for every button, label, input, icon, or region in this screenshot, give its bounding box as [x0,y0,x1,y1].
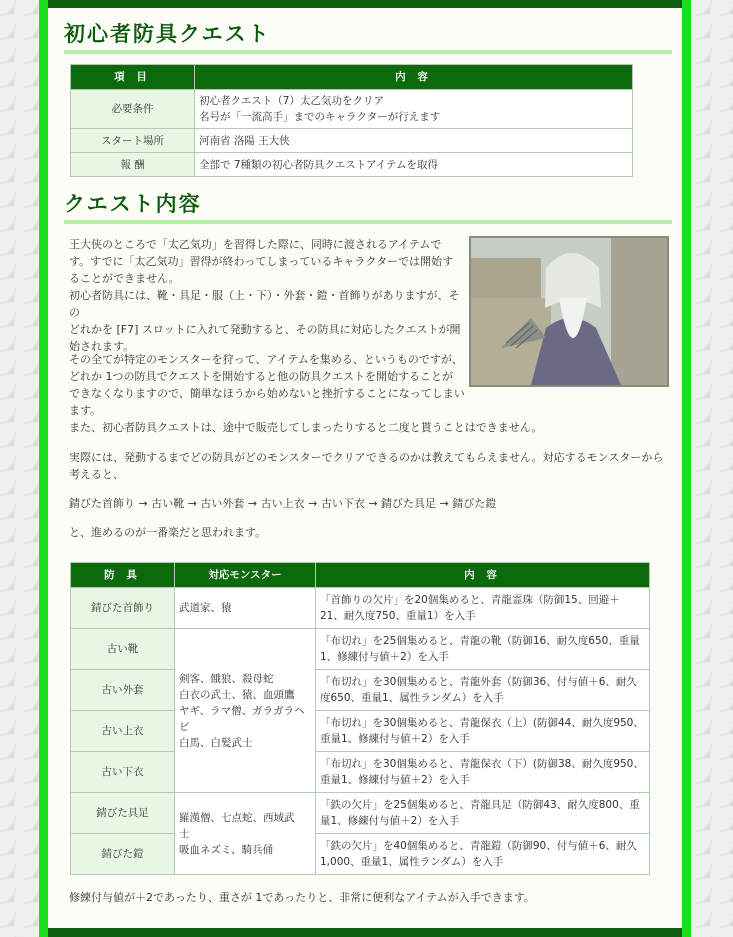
info-table [70,64,633,177]
section-title-beginner-armor: 初心者防具クエスト [64,22,672,54]
armor-name: 錆びた鎧 [71,834,175,875]
text-line: 「布切れ」を25個集めると、青龍の靴（防御16、耐久度650、重量 [320,635,640,647]
armor-name: 錆びた首飾り [71,588,175,629]
text-line: 重量1、修練付与値＋2）を入手 [320,774,470,786]
text-line: どれか 1つの防具でクエストを開始すると他の防具クエストを開始することが [69,370,454,383]
armor-content [316,793,650,834]
text-line: 重量1、修練付与値＋2）を入手 [320,733,470,745]
armor-name: 錆びた具足 [71,793,175,834]
text-line: ヤギ、ラマ僧、ガラガラヘ [179,704,305,717]
table-row [71,752,650,793]
bottom-bar [48,928,682,937]
text-line: また、初心者防具クエストは、途中で販売してしまったりすると二度と貰うことはできません。 [69,421,543,434]
info-value-requirement [195,90,633,129]
armor-name: 古い靴 [71,629,175,670]
info-line: 名号が「一流高手」までのキャラクターが行えます [199,111,441,123]
table-row [71,588,650,629]
text-line: 初心者防具には、靴・具足・服（上・下）・外套・鎧・首飾りがありますが、その [69,289,460,319]
info-label-requirement: 必要条件 [71,90,195,129]
recommended-order: 錆びた首飾り → 古い靴 → 古い外套 → 古い上衣 → 古い下衣 → 錆びた具足 → 錆びた鎧 [69,497,497,510]
info-value-reward: 全部で 7種類の初心者防具クエストアイテムを取得 [195,153,633,177]
top-bar [48,0,682,8]
armor-content [316,629,650,670]
info-header-content: 内 容 [195,65,633,90]
table-row [71,793,650,834]
section-title-quest-content: クエスト内容 [64,192,672,224]
text-line: 21、耐久度750、重量1）を入手 [320,610,476,622]
armor-header-monster: 対応モンスター [175,563,316,588]
paragraph-intro [69,236,464,355]
table-row [71,629,650,670]
text-line: 「鉄の欠片」を40個集めると、青龍鎧（防御90、付与値＋6、耐久 [320,840,637,852]
text-line: どれかを [F7] スロットに入れて発動すると、その防具に対応したクエストが開 [69,323,461,336]
text-line: できなくなりますので、簡単なほうから始めないと挫折することになってしまい [69,387,465,400]
text-line: 1、修練付与値＋2）を入手 [320,651,449,663]
table-row [71,711,650,752]
text-line: 白衣の武士、猿、血頭鷹 [179,688,295,701]
armor-header-content: 内 容 [316,563,650,588]
armor-monsters-group-2 [175,793,316,875]
armor-content [316,711,650,752]
text-line: 士 [179,827,190,840]
paragraph-conclusion: と、進めるのが一番楽だと思われます。 [69,526,267,539]
paragraph-order-intro [69,449,669,483]
table-row [71,834,650,875]
armor-header-armor: 防 具 [71,563,175,588]
armor-content [316,588,650,629]
text-line: ビ [179,720,190,733]
text-line: 吸血ネズミ、騎兵俑 [179,843,274,856]
table-row [71,670,650,711]
armor-name: 古い下衣 [71,752,175,793]
info-label-start: スタート場所 [71,129,195,153]
text-line: 白馬、白髪武士 [179,736,253,749]
armor-content [316,752,650,793]
text-line: その全てが特定のモンスターを狩って、アイテムを集める、というものですが、 [69,353,463,366]
text-line: 羅漢僧、七点蛇、西域武 [179,811,295,824]
armor-table [70,562,650,875]
text-line: 「布切れ」を30個集めると、青龍保衣（上）(防御44、耐久度950、 [320,717,644,729]
text-line: 1,000、重量1、属性ランダム）を入手 [320,856,504,868]
text-line: ます。 [69,404,102,417]
info-line: 初心者クエスト（7）太乙気功をクリア [199,95,384,107]
armor-monsters-group-1 [175,629,316,793]
text-line: 「鉄の欠片」を25個集めると、青龍具足（防御43、耐久度800、重 [320,799,640,811]
text-line: す。すでに「太乙気功」習得が終わってしまっているキャラクターでは開始す [69,255,454,268]
text-line: 王大侠のところで「太乙気功」を習得した際に、同時に渡されるアイテムで [69,238,442,251]
armor-monsters: 武道家、猿 [175,588,316,629]
footer-note: 修練付与値が＋2であったり、重さが 1であったりと、非常に便利なアイテムが入手できます。 [69,891,535,904]
text-line: ることができません。 [69,272,180,285]
text-line: 「布切れ」を30個集めると、青龍外套（防御36、付与値＋6、耐久 [320,676,637,688]
text-line: 考えると、 [69,468,124,481]
text-line: 「首飾りの欠片」を20個集めると、青龍霊珠（防御15、回避＋ [320,594,620,606]
armor-content [316,670,650,711]
armor-content [316,834,650,875]
armor-name: 古い外套 [71,670,175,711]
info-header-item: 項 目 [71,65,195,90]
text-line: 剣客、餓狼、殺母蛇 [179,672,274,685]
text-line: 度650、重量1、属性ランダム）を入手 [320,692,504,704]
text-line: 量1、修練付与値＋2）を入手 [320,815,460,827]
text-line: 「布切れ」を30個集めると、青龍保衣（下）(防御38、耐久度950、 [320,758,644,770]
info-label-reward: 報 酬 [71,153,195,177]
info-value-start: 河南省 洛陽 王大侠 [195,129,633,153]
armor-name: 古い上衣 [71,711,175,752]
text-line: 実際には、発動するまでどの防具がどのモンスターでクリアできるのかは教えてもらえません。対応するモンスターから [69,451,664,464]
text-line: 始されます。 [69,340,135,353]
paragraph-warning [69,351,669,436]
content-panel [48,0,682,937]
